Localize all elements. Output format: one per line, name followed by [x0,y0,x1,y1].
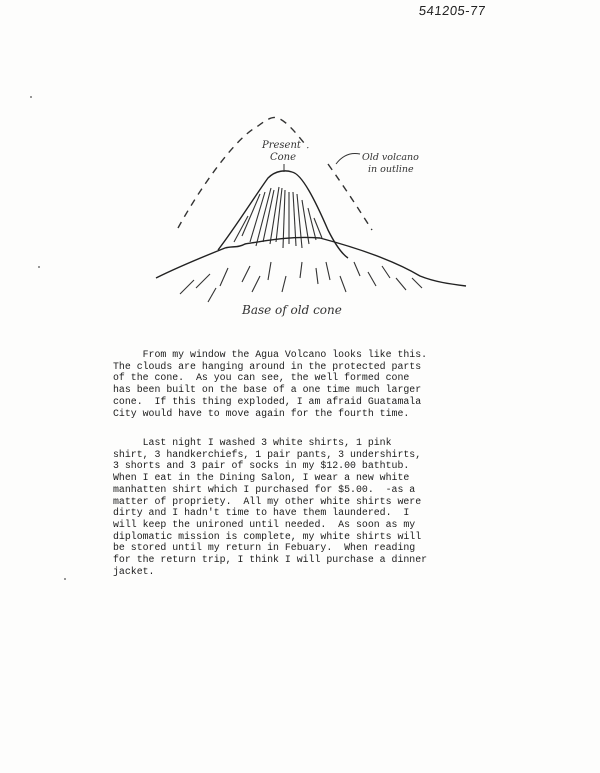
volcano-sketch [150,108,470,323]
text-line: diplomatic mission is complete, my white shirts will [113,530,422,542]
paragraph-2 [113,437,473,577]
present-cone-label-2: Cone [270,152,297,163]
text-line: matter of propriety. All my other white shirts were [113,495,422,507]
text-line: has been built on the base of a one time much larger [113,384,422,396]
text-line: When I eat in the Dining Salon, I wear a new white [113,472,410,484]
text-line: cone. If this thing exploded, I am afraid Guatamala [113,395,422,407]
old-volcano-arrow [336,153,360,164]
text-line: of the cone. As you can see, the well formed cone [113,372,410,384]
text-line: dirty and I hadn't time to have them laundered. I [113,507,410,519]
paper-speck [38,266,40,268]
text-line: will keep the unironed until needed. As soon as my [113,518,416,530]
base-hatching [180,262,422,302]
old-volcano-label-1: Old volcano [362,152,419,163]
text-line: From my window the Agua Volcano looks like this. [113,349,428,360]
text-line: be stored until my return in Febuary. When reading [113,542,416,554]
present-cone-label-1: Present [262,140,301,151]
text-line: 3 shorts and 3 pair of socks in my $12.00 bathtub. [113,460,410,472]
text-line: The clouds are hanging around in the protected parts [113,360,422,372]
base-outline [156,237,466,286]
paper-speck [30,96,32,98]
text-line: Last night I washed 3 white shirts, 1 pink [113,437,392,448]
text-line: City would have to move again for the fourth time. [113,407,410,419]
text-line: jacket. [113,565,155,577]
paragraph-1 [113,349,473,419]
paper-speck [64,578,66,580]
old-volcano-outline-right [328,164,372,230]
document-id: 541205-77 [418,3,487,18]
old-volcano-label-2: in outline [368,164,414,175]
text-line: for the return trip, I think I will purchase a dinner [113,554,428,566]
base-label: Base of old cone [242,303,342,317]
text-line: shirt, 3 handkerchiefs, 1 pair pants, 3 undershirts, [113,448,422,460]
text-line: manhatten shirt which I purchased for $5.00. -as a [113,483,416,495]
